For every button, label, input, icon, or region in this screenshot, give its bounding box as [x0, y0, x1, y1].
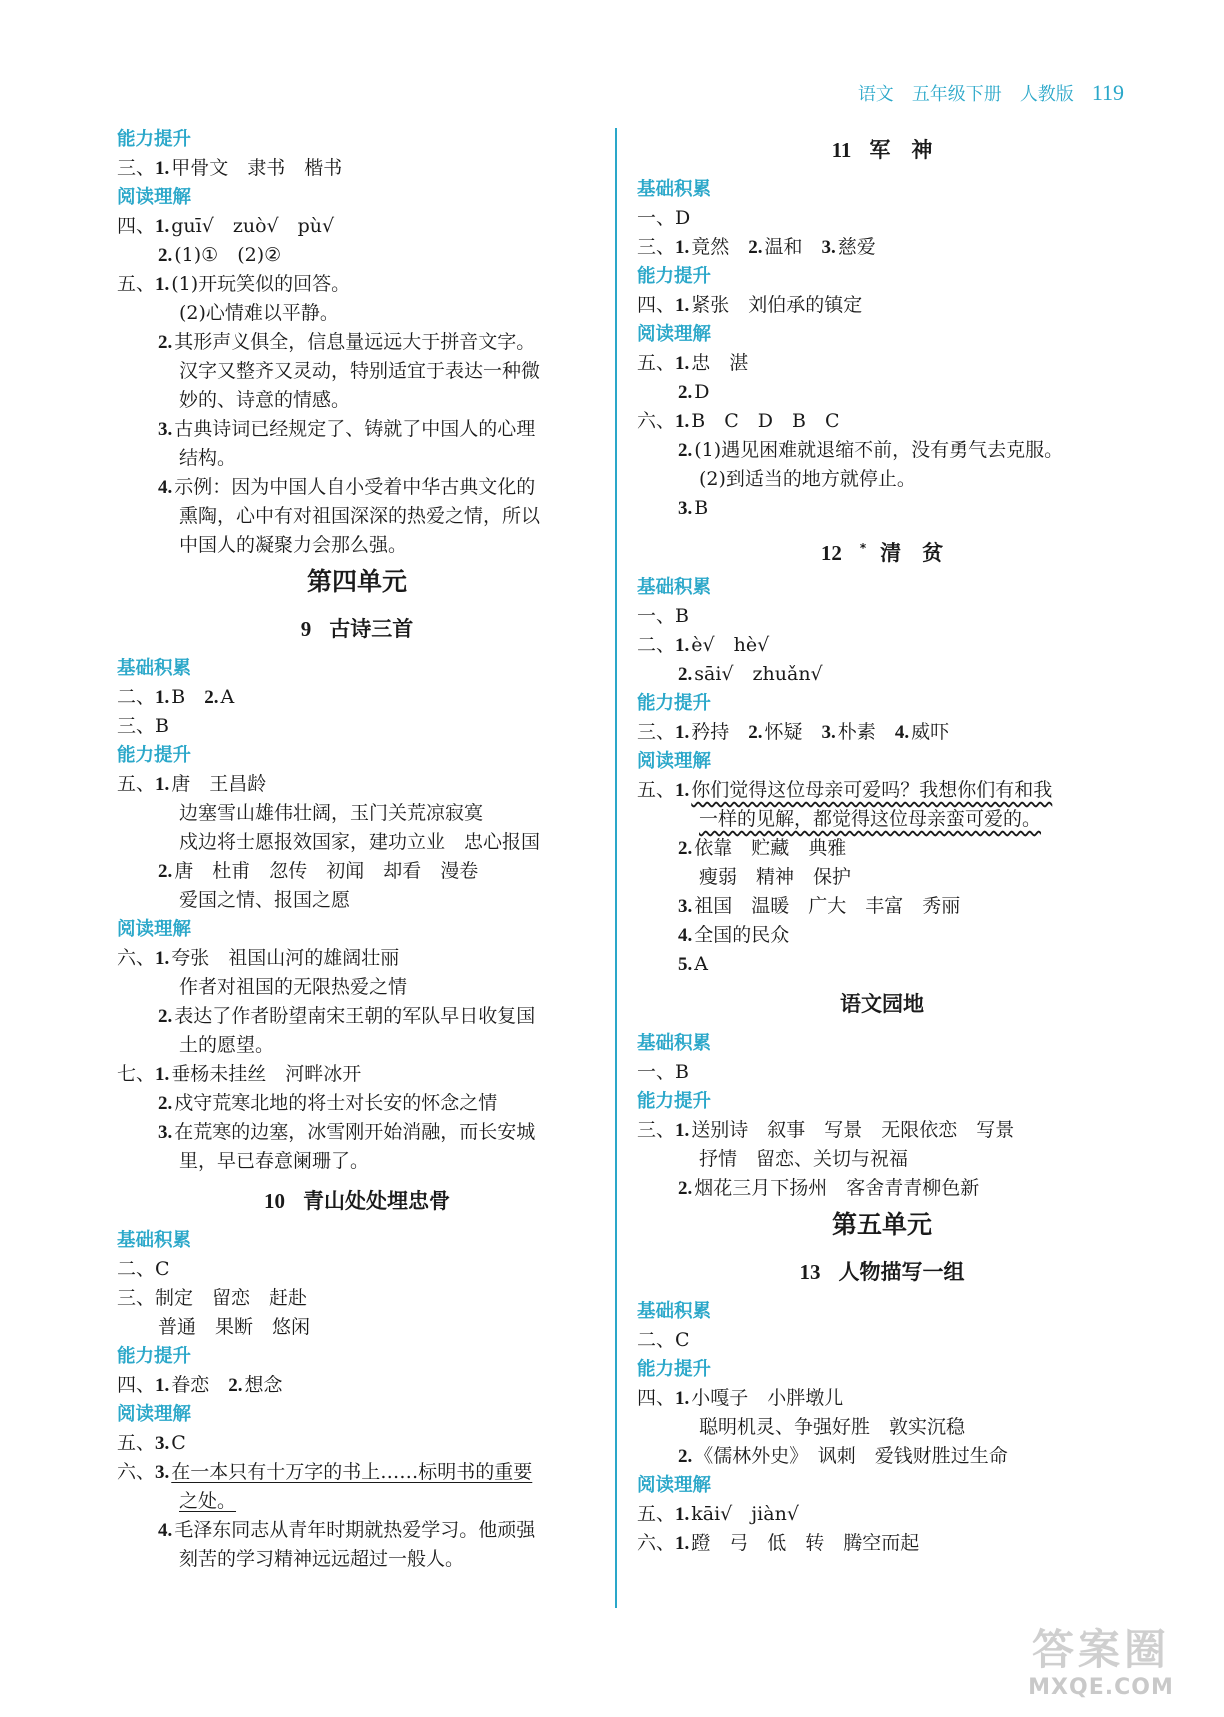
answer-text: A: [694, 953, 708, 975]
answer-text: 古典诗词已经规定了、铸就了中国人的心理: [174, 418, 536, 440]
section-heading: 能力提升: [637, 1091, 712, 1112]
lesson-name: 清 贫: [880, 541, 944, 565]
header-edition: 人教版: [1019, 84, 1074, 105]
answer-line: [117, 531, 597, 560]
item-number: 2.: [678, 1446, 693, 1467]
answer-line: [117, 1429, 597, 1458]
answer-text: 结构。: [179, 447, 237, 469]
answer-line: [117, 1255, 597, 1284]
question-prefix: 四、: [637, 294, 676, 316]
answer-line: [637, 1413, 1127, 1442]
answer-text: B: [155, 715, 169, 737]
lesson-name: 语文园地: [840, 992, 924, 1016]
answer-line: [117, 770, 597, 799]
answer-line: [637, 349, 1127, 378]
section-heading: 阅读理解: [637, 324, 712, 345]
question-prefix: 六、: [637, 410, 676, 432]
answer-line: [117, 1031, 597, 1060]
answer-line: [117, 1371, 597, 1400]
question-prefix: 四、: [117, 1374, 156, 1396]
lesson-number: 9: [300, 617, 312, 641]
item-number: 1.: [155, 158, 170, 179]
answer-text: 土的愿望。: [179, 1034, 275, 1056]
answer-line: [637, 1529, 1127, 1558]
item-number: 1.: [675, 722, 690, 743]
answer-text: 毛泽东同志从青年时期就热爱学习。他顽强: [174, 1519, 536, 1541]
answer-text: C: [171, 1432, 186, 1454]
section-heading: 阅读理解: [117, 187, 192, 208]
answer-text: 全国的民众: [694, 924, 790, 946]
item-number: 1.: [675, 295, 690, 316]
question-prefix: 三、: [117, 157, 156, 179]
answer-text: 戍边将士愿报效国家，建功立业 忠心报国: [179, 831, 541, 853]
item-number: 3.: [678, 498, 693, 519]
answer-line: [117, 1487, 597, 1516]
answer-text: 小嘎子 小胖墩儿: [691, 1387, 844, 1409]
answer-text: 刻苦的学习精神远远超过一般人。: [179, 1548, 465, 1570]
answer-line: [117, 1060, 597, 1089]
answer-text: 爱国之情、报国之愿: [179, 889, 351, 911]
answer-text: 瘦弱 精神 保护: [699, 866, 852, 888]
answer-line: [637, 660, 1127, 689]
answer-line: [117, 828, 597, 857]
answer-text: 温和: [764, 236, 822, 258]
answer-line: [637, 407, 1127, 436]
answer-text: 熏陶，心中有对祖国深深的热爱之情，所以: [179, 505, 541, 527]
answer-line: [637, 863, 1127, 892]
answer-line: [637, 291, 1127, 320]
item-number: 4.: [158, 477, 173, 498]
answer-line: [117, 1516, 597, 1545]
answer-line: [637, 892, 1127, 921]
item-number: 2.: [678, 664, 693, 685]
item-number: 4.: [158, 1520, 173, 1541]
answer-text: 威吓: [911, 721, 950, 743]
item-number: 3.: [678, 896, 693, 917]
question-prefix: 三、: [637, 236, 676, 258]
answer-text: kāi√ jiàn√: [691, 1503, 799, 1525]
header-subject: 语文: [857, 84, 894, 105]
lesson-title: [637, 523, 1127, 573]
answer-line: [637, 1174, 1127, 1203]
lesson-title: [637, 125, 1127, 175]
answer-text: guī√ zuò√ pù√: [171, 215, 335, 237]
section-heading: 基础积累: [117, 1230, 192, 1251]
answer-text: 普通 果断 悠闲: [158, 1316, 311, 1338]
section-heading: 基础积累: [117, 658, 192, 679]
answer-text: 矜持: [691, 721, 749, 743]
item-number: 2.: [158, 332, 173, 353]
question-prefix: 六、: [117, 947, 156, 969]
answer-line: [117, 944, 597, 973]
item-number: 1.: [155, 274, 170, 295]
answer-line: [117, 444, 597, 473]
answer-line: [117, 712, 597, 741]
answer-text: 示例：因为中国人自小受着中华古典文化的: [174, 476, 536, 498]
answer-text: 中国人的凝聚力会那么强。: [179, 534, 408, 556]
item-number: 1.: [675, 237, 690, 258]
answer-line: [637, 204, 1127, 233]
section-heading: 基础积累: [637, 179, 712, 200]
lesson-number: 12: [820, 541, 842, 565]
header-grade: 五年级下册: [911, 84, 1002, 105]
answer-line: [637, 494, 1127, 523]
answer-text: 朴素: [837, 721, 895, 743]
question-prefix: 五、: [117, 273, 156, 295]
answer-text: 垂杨未挂丝 河畔冰开: [171, 1063, 362, 1085]
question-prefix: 七、: [117, 1063, 156, 1085]
question-prefix: 一、: [637, 207, 676, 229]
lesson-number: 11: [831, 138, 852, 162]
answer-text: 在一本只有十万字的书上……标明书的重要: [171, 1461, 533, 1483]
item-number: 1.: [155, 948, 170, 969]
answer-text: B: [675, 605, 689, 627]
section-heading: 能力提升: [117, 129, 192, 150]
answer-text: 想念: [244, 1374, 283, 1396]
question-prefix: 一、: [637, 1061, 676, 1083]
unit-title: 第五单元: [831, 1210, 932, 1239]
answer-line: [117, 212, 597, 241]
item-number: 3.: [821, 722, 836, 743]
question-prefix: 一、: [637, 605, 676, 627]
answer-text: 表达了作者盼望南宋王朝的军队早日收复国: [174, 1005, 536, 1027]
question-prefix: 五、: [637, 1503, 676, 1525]
item-number: 1.: [155, 216, 170, 237]
watermark-logo: 答案圈: [1031, 1625, 1170, 1674]
answer-line: [117, 154, 597, 183]
item-number: 2.: [678, 1178, 693, 1199]
item-number: 1.: [675, 353, 690, 374]
answer-line: [637, 776, 1127, 805]
question-prefix: 三、: [117, 715, 156, 737]
section-heading: 阅读理解: [637, 751, 712, 772]
answer-line: [117, 1458, 597, 1487]
answer-text: A: [220, 686, 235, 708]
answer-text: (1)① (2)②: [174, 244, 282, 266]
answer-text: 作者对祖国的无限热爱之情: [179, 976, 408, 998]
item-number: 3.: [158, 419, 173, 440]
answer-text: 忠 湛: [691, 352, 749, 374]
answer-line: [117, 1118, 597, 1147]
answer-text: 制定 留恋 赶赴: [155, 1287, 308, 1309]
section-heading: 基础积累: [637, 577, 712, 598]
item-number: 2.: [204, 687, 219, 708]
answer-text: 聪明机灵、争强好胜 敦实沉稳: [699, 1416, 966, 1438]
answer-text: 甲骨文 隶书 楷书: [171, 157, 343, 179]
answer-line: [117, 1089, 597, 1118]
answer-line: [117, 299, 597, 328]
question-prefix: 三、: [637, 1119, 676, 1141]
answer-line: [637, 233, 1127, 262]
answer-line: [637, 1058, 1127, 1087]
question-prefix: 四、: [117, 215, 156, 237]
answer-text: sāi√ zhuǎn√: [694, 663, 823, 685]
item-number: 2.: [158, 245, 173, 266]
answer-text: è√ hè√: [691, 634, 770, 656]
answer-text: 烟花三月下扬州 客舍青青柳色新: [694, 1177, 980, 1199]
item-number: 1.: [155, 1375, 170, 1396]
answer-text: 之处。: [179, 1490, 237, 1512]
question-prefix: 二、: [637, 1329, 676, 1351]
section-heading: 阅读理解: [117, 1404, 192, 1425]
answer-line: [117, 857, 597, 886]
answer-line: [637, 834, 1127, 863]
answer-line: [637, 921, 1127, 950]
answer-text: 送别诗 叙事 写景 无限依恋 写景: [691, 1119, 1015, 1141]
section-heading: 基础积累: [637, 1301, 712, 1322]
item-number: 1.: [675, 635, 690, 656]
item-number: 1.: [675, 1120, 690, 1141]
answer-line: [117, 886, 597, 915]
item-number: 2.: [228, 1375, 243, 1396]
item-number: 5.: [678, 954, 693, 975]
answer-line: [637, 1442, 1127, 1471]
answer-line: [637, 1500, 1127, 1529]
question-prefix: 五、: [117, 1432, 156, 1454]
page-header: [858, 80, 1124, 106]
answer-line: [117, 799, 597, 828]
item-number: 2.: [748, 237, 763, 258]
item-number: 1.: [155, 687, 170, 708]
answer-text: 怀疑: [764, 721, 822, 743]
question-prefix: 六、: [637, 1532, 676, 1554]
answer-text: C: [155, 1258, 170, 1280]
answer-text: 蹬 弓 低 转 腾空而起: [691, 1532, 920, 1554]
answer-line: [637, 1145, 1127, 1174]
answer-line: [117, 328, 597, 357]
item-number: 1.: [675, 1388, 690, 1409]
item-number: 2.: [158, 1006, 173, 1027]
answer-line: [117, 1002, 597, 1031]
question-prefix: 五、: [117, 773, 156, 795]
section-heading: 能力提升: [637, 266, 712, 287]
item-number: 1.: [675, 1504, 690, 1525]
answer-text: (1)遇见困难就退缩不前，没有勇气去克服。: [694, 439, 1064, 461]
answer-text: (2)到适当的地方就停止。: [699, 468, 916, 490]
answer-text: 边塞雪山雄伟壮阔，玉门关荒凉寂寞: [179, 802, 484, 824]
answer-text: D: [694, 381, 710, 403]
answer-text: B C D B C: [691, 410, 840, 432]
item-number: 3.: [155, 1433, 170, 1454]
lesson-number: 10: [264, 1189, 285, 1213]
lesson-title: [117, 604, 597, 654]
answer-line: [117, 1147, 597, 1176]
lesson-star: *: [859, 541, 867, 555]
answer-text: 《儒林外史》 讽刺 爱钱财胜过生命: [694, 1445, 1008, 1467]
answer-line: [117, 683, 597, 712]
left-column: [117, 125, 597, 1574]
answer-text: B: [171, 686, 205, 708]
answer-text: (1)开玩笑似的回答。: [171, 273, 351, 295]
answer-text: 妙的、诗意的情感。: [179, 389, 351, 411]
answer-text: D: [675, 207, 691, 229]
item-number: 2.: [678, 838, 693, 859]
section-heading: 阅读理解: [117, 919, 192, 940]
lesson-name: 人物描写一组: [838, 1260, 965, 1284]
section-heading: 能力提升: [637, 693, 712, 714]
lesson-name: 青山处处埋忠骨: [303, 1189, 450, 1213]
answer-text: (2)心情难以平静。: [179, 302, 339, 324]
item-number: 1.: [155, 1064, 170, 1085]
question-prefix: 五、: [637, 779, 676, 801]
answer-line: [117, 473, 597, 502]
answer-text: 唐 杜甫 忽传 初闻 却看 漫卷: [174, 860, 479, 882]
answer-text: 在荒寒的边塞，冰雪刚开始消融，而长安城: [174, 1121, 536, 1143]
answer-line: [637, 378, 1127, 407]
item-number: 1.: [155, 774, 170, 795]
answer-text: 汉字又整齐又灵动，特别适宜于表达一种微: [179, 360, 541, 382]
watermark-url: MXQE.COM: [1028, 1675, 1174, 1700]
item-number: 4.: [678, 925, 693, 946]
question-prefix: 四、: [637, 1387, 676, 1409]
question-prefix: 三、: [637, 721, 676, 743]
answer-line: [117, 386, 597, 415]
answer-line: [637, 1116, 1127, 1145]
answer-text: 依靠 贮藏 典雅: [694, 837, 847, 859]
question-prefix: 六、: [117, 1461, 156, 1483]
section-heading: 阅读理解: [637, 1475, 712, 1496]
section-heading: 能力提升: [637, 1359, 712, 1380]
item-number: 3.: [158, 1122, 173, 1143]
section-heading: 能力提升: [117, 745, 192, 766]
item-number: 2.: [678, 382, 693, 403]
answer-text: 慈爱: [837, 236, 876, 258]
page-number: 119: [1091, 80, 1124, 105]
answer-line: [117, 357, 597, 386]
answer-line: [117, 270, 597, 299]
answer-text: 戍守荒寒北地的将士对长安的怀念之情: [174, 1092, 498, 1114]
answer-text: 夸张 祖国山河的雄阔壮丽: [171, 947, 400, 969]
section-heading: 基础积累: [637, 1033, 712, 1054]
lesson-title: [637, 1247, 1127, 1297]
answer-line: [117, 1313, 597, 1342]
watermark: [1006, 1625, 1196, 1705]
unit-title: 第四单元: [306, 567, 407, 596]
answer-line: [637, 1326, 1127, 1355]
answer-text: 祖国 温暖 广大 丰富 秀丽: [694, 895, 961, 917]
lesson-title: [637, 979, 1127, 1029]
question-prefix: 五、: [637, 352, 676, 374]
answer-line: [637, 436, 1127, 465]
question-prefix: 二、: [637, 634, 676, 656]
answer-text: 紧张 刘伯承的镇定: [691, 294, 863, 316]
answer-line: [117, 1284, 597, 1313]
item-number: 2.: [158, 861, 173, 882]
answer-text: 抒情 留恋、关切与祝福: [699, 1148, 909, 1170]
item-number: 3.: [821, 237, 836, 258]
answer-line: [637, 950, 1127, 979]
answer-text: B: [694, 497, 709, 519]
section-heading: 能力提升: [117, 1346, 192, 1367]
lesson-number: 13: [799, 1260, 821, 1284]
answer-line: [117, 1545, 597, 1574]
item-number: 2.: [158, 1093, 173, 1114]
answer-text: 一样的见解，都觉得这位母亲蛮可爱的。: [699, 808, 1042, 830]
answer-line: [117, 502, 597, 531]
lesson-title: [117, 1176, 597, 1226]
question-prefix: 三、: [117, 1287, 156, 1309]
item-number: 4.: [894, 722, 910, 743]
item-number: 2.: [748, 722, 763, 743]
answer-text: 唐 王昌龄: [171, 773, 267, 795]
right-column: [637, 125, 1127, 1558]
lesson-name: 军 神: [869, 138, 933, 162]
question-prefix: 二、: [117, 686, 156, 708]
answer-text: 其形声义俱全，信息量远远大于拼音文字。: [174, 331, 536, 353]
answer-line: [637, 1384, 1127, 1413]
item-number: 1.: [675, 1533, 690, 1554]
answer-text: B: [675, 1061, 689, 1083]
answer-text: 里，早已春意阑珊了。: [179, 1150, 370, 1172]
answer-text: 竟然: [691, 236, 749, 258]
answer-line: [637, 631, 1127, 660]
answer-line: [637, 602, 1127, 631]
answer-text: C: [675, 1329, 690, 1351]
answer-text: 眷恋: [171, 1374, 229, 1396]
lesson-name: 古诗三首: [329, 617, 414, 641]
answer-line: [637, 805, 1127, 834]
answer-line: [637, 465, 1127, 494]
item-number: 3.: [155, 1462, 170, 1483]
answer-line: [117, 415, 597, 444]
answer-text: 你们觉得这位母亲可爱吗？我想你们有和我: [691, 779, 1053, 801]
item-number: 1.: [675, 411, 690, 432]
item-number: 2.: [678, 440, 693, 461]
column-divider: [615, 128, 617, 1608]
answer-line: [117, 241, 597, 270]
question-prefix: 二、: [117, 1258, 156, 1280]
answer-line: [117, 973, 597, 1002]
item-number: 1.: [675, 780, 690, 801]
answer-line: [637, 718, 1127, 747]
